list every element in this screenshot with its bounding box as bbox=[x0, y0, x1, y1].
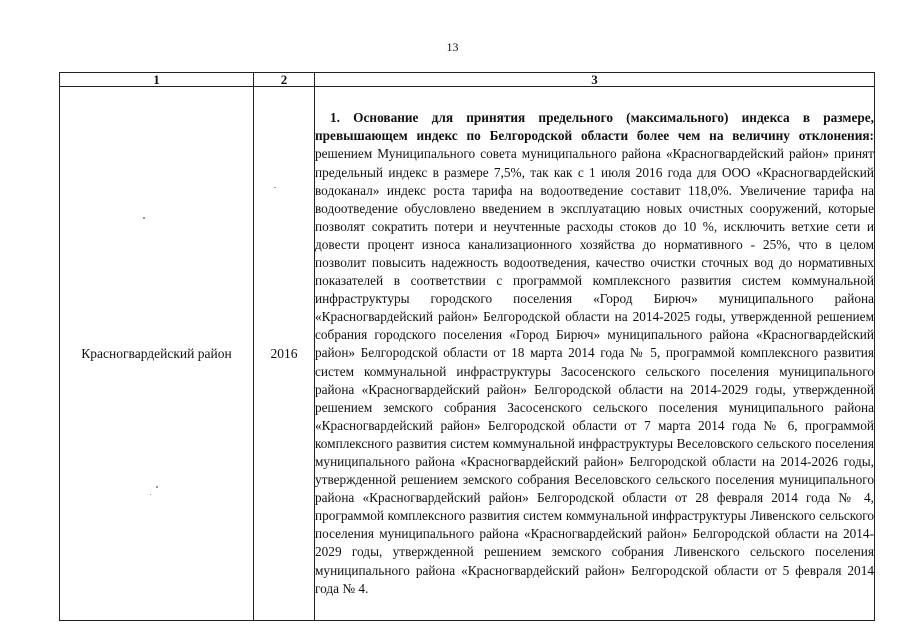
header-col-1: 1 bbox=[60, 73, 254, 87]
page-number: 13 bbox=[446, 40, 459, 54]
justification-body: решением Муниципального совета муниципального района «Красногвардейский район» принят предельный индекс в размере 7,5%, так как с 1 июля 2016 года для ООО «Красногвардейский водоканал» индекс роста тарифа на водоотведение составит 118,0%. Увеличение тарифа на водоотведение обусловлено введением в эксплуатацию новых очистных сооружений, которые позволят сократить потери и неучтенные расходы стоков до 10 %, исключить ветхие сети и довести процент износа канализационного хозяйства до нормативного - 25%, что в целом позволит повысить надежность водоотведения, качество очистки сточных вод до нормативных показателей в соответствии с программой комплексного развития систем коммунальной инфраструктуры городского поселения «Город Бирюч» муниципального района «Красногвардейский район» Белгородской области на 2014-2025 годы, утвержденной решением собрания городского поселения «Город Бирюч» муниципального района «Красногвардейский район» Белгородской области от 18 марта 2014 года № 5, программой комплексного развития систем коммунальной инфраструктуры Засосенского сельского поселения муниципального района «Красногвардейский район» Белгородской области на 2014-2029 годы, утвержденной решением земского собрания Засосенского сельского поселения муниципального района «Красногвардейский район» Белгородской области от 7 марта 2014 года № 6, программой комплексного развития систем коммунальной инфраструктуры Веселовского сельского поселения муниципального района «Красногвардейский район» Белгородской области на 2014-2026 годы, утвержденной решением земского собрания Веселовского сельского поселения муниципального района «Красногвардейский район» Белгородской области от 28 февраля 2014 года № 4, программой комплексного развития систем коммунальной инфраструктуры Ливенского сельского поселения муниципального района «Красногвардейский район» Белгородской области на 2014-2029 годы, утвержденной решением земского собрания Ливенского сельского поселения муниципального района «Красногвардейский район» Белгородской области от 5 февраля 2014 года № 4. bbox=[315, 146, 874, 596]
justification-paragraph bbox=[315, 109, 874, 598]
scan-speck bbox=[156, 486, 158, 488]
table-row bbox=[60, 87, 875, 621]
year-cell: 2016 bbox=[254, 87, 315, 621]
region-cell: Красногвардейский район bbox=[60, 87, 254, 621]
justification-heading: 1. Основание для принятия предельного (максимального) индекса в размере, превышающем индекс по Белгородской области более чем на величину отклонения: bbox=[315, 110, 874, 144]
scan-speck bbox=[274, 187, 276, 188]
justification-cell bbox=[315, 87, 875, 621]
header-col-3: 3 bbox=[315, 73, 875, 87]
tariff-table bbox=[59, 72, 875, 621]
header-col-2: 2 bbox=[254, 73, 315, 87]
header-row bbox=[60, 73, 875, 87]
scan-speck bbox=[150, 494, 151, 495]
scan-speck bbox=[143, 217, 145, 219]
